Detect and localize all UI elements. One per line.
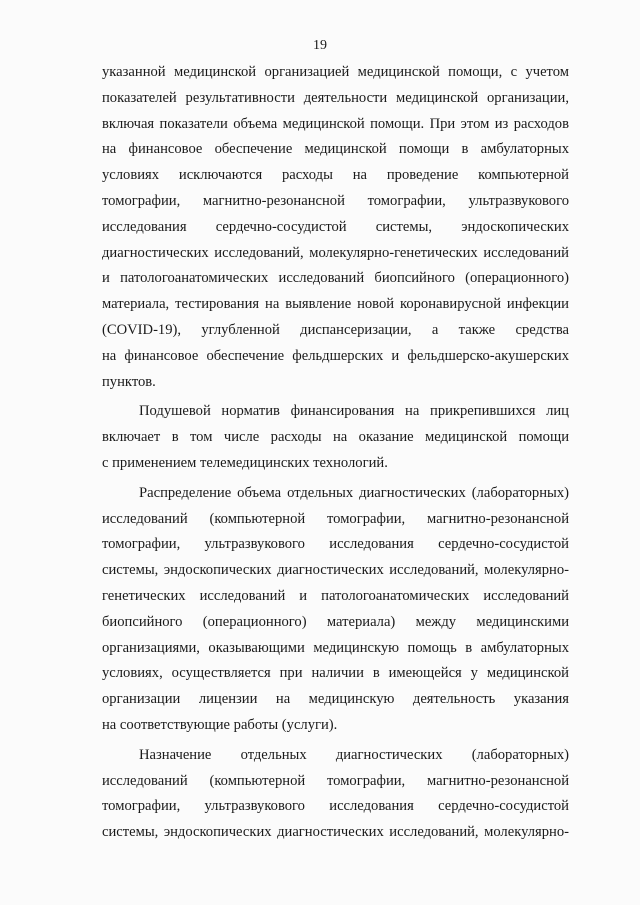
text-line: системы, эндоскопических диагностических исследований, молекулярно- <box>102 562 569 579</box>
text-line: на финансовое обеспечение медицинской помощи в амбулаторных <box>102 141 569 158</box>
text-line: показателей результативности деятельности медицинской организации, <box>102 89 569 106</box>
text-line: (COVID-19), углубленной диспансеризации, а также средства <box>102 321 569 338</box>
body-text <box>102 60 569 850</box>
text-line: организациями, оказывающими медицинскую помощь в амбулаторных <box>102 639 569 656</box>
text-line: условиях исключаются расходы на проведение компьютерной <box>102 167 569 184</box>
text-line: указанной медицинской организацией медицинской помощи, с учетом <box>102 64 569 80</box>
text-line: пунктов. <box>102 373 156 390</box>
text-line: условиях, осуществляется при наличии в имеющейся у медицинской <box>102 665 569 682</box>
text-line: и патологоанатомических исследований биопсийного (операционного) <box>102 270 569 287</box>
text-line: биопсийного (операционного) материала) между медицинскими <box>102 613 569 630</box>
text-line: исследований (компьютерной томографии, магнитно-резонансной <box>102 510 569 527</box>
text-line: томографии, ультразвукового исследования сердечно-сосудистой <box>102 798 569 815</box>
paragraph <box>102 481 569 739</box>
paragraph <box>102 743 569 846</box>
paragraph <box>102 60 569 395</box>
text-line: Подушевой норматив финансирования на прикрепившихся лиц <box>139 403 569 420</box>
paragraph <box>102 399 569 476</box>
text-line: с применением телемедицинских технологий. <box>102 454 388 471</box>
text-line: исследований (компьютерной томографии, магнитно-резонансной <box>102 772 569 789</box>
text-line: системы, эндоскопических диагностических исследований, молекулярно- <box>102 824 569 841</box>
text-line: включая показатели объема медицинской помощи. При этом из расходов <box>102 115 569 132</box>
text-line: на соответствующие работы (услуги). <box>102 716 338 733</box>
text-line: Распределение объема отдельных диагностических (лабораторных) <box>139 484 569 501</box>
text-line: диагностических исследований, молекулярно-генетических исследований <box>102 244 569 261</box>
text-line: организации лицензии на медицинскую деятельность указания <box>102 691 569 708</box>
text-line: Назначение отдельных диагностических (лабораторных) <box>139 746 569 763</box>
text-line: на финансовое обеспечение фельдшерских и фельдшерско-акушерских <box>102 347 569 364</box>
text-line: материала, тестирования на выявление новой коронавирусной инфекции <box>102 296 569 313</box>
text-line: включает в том числе расходы на оказание медицинской помощи <box>102 429 569 446</box>
page-number: 19 <box>313 38 327 53</box>
text-line: генетических исследований и патологоанатомических исследований <box>102 587 569 604</box>
text-line: томографии, ультразвукового исследования сердечно-сосудистой <box>102 536 569 553</box>
text-line: исследования сердечно-сосудистой системы, эндоскопических <box>102 218 569 235</box>
text-line: томографии, магнитно-резонансной томографии, ультразвукового <box>102 192 569 209</box>
